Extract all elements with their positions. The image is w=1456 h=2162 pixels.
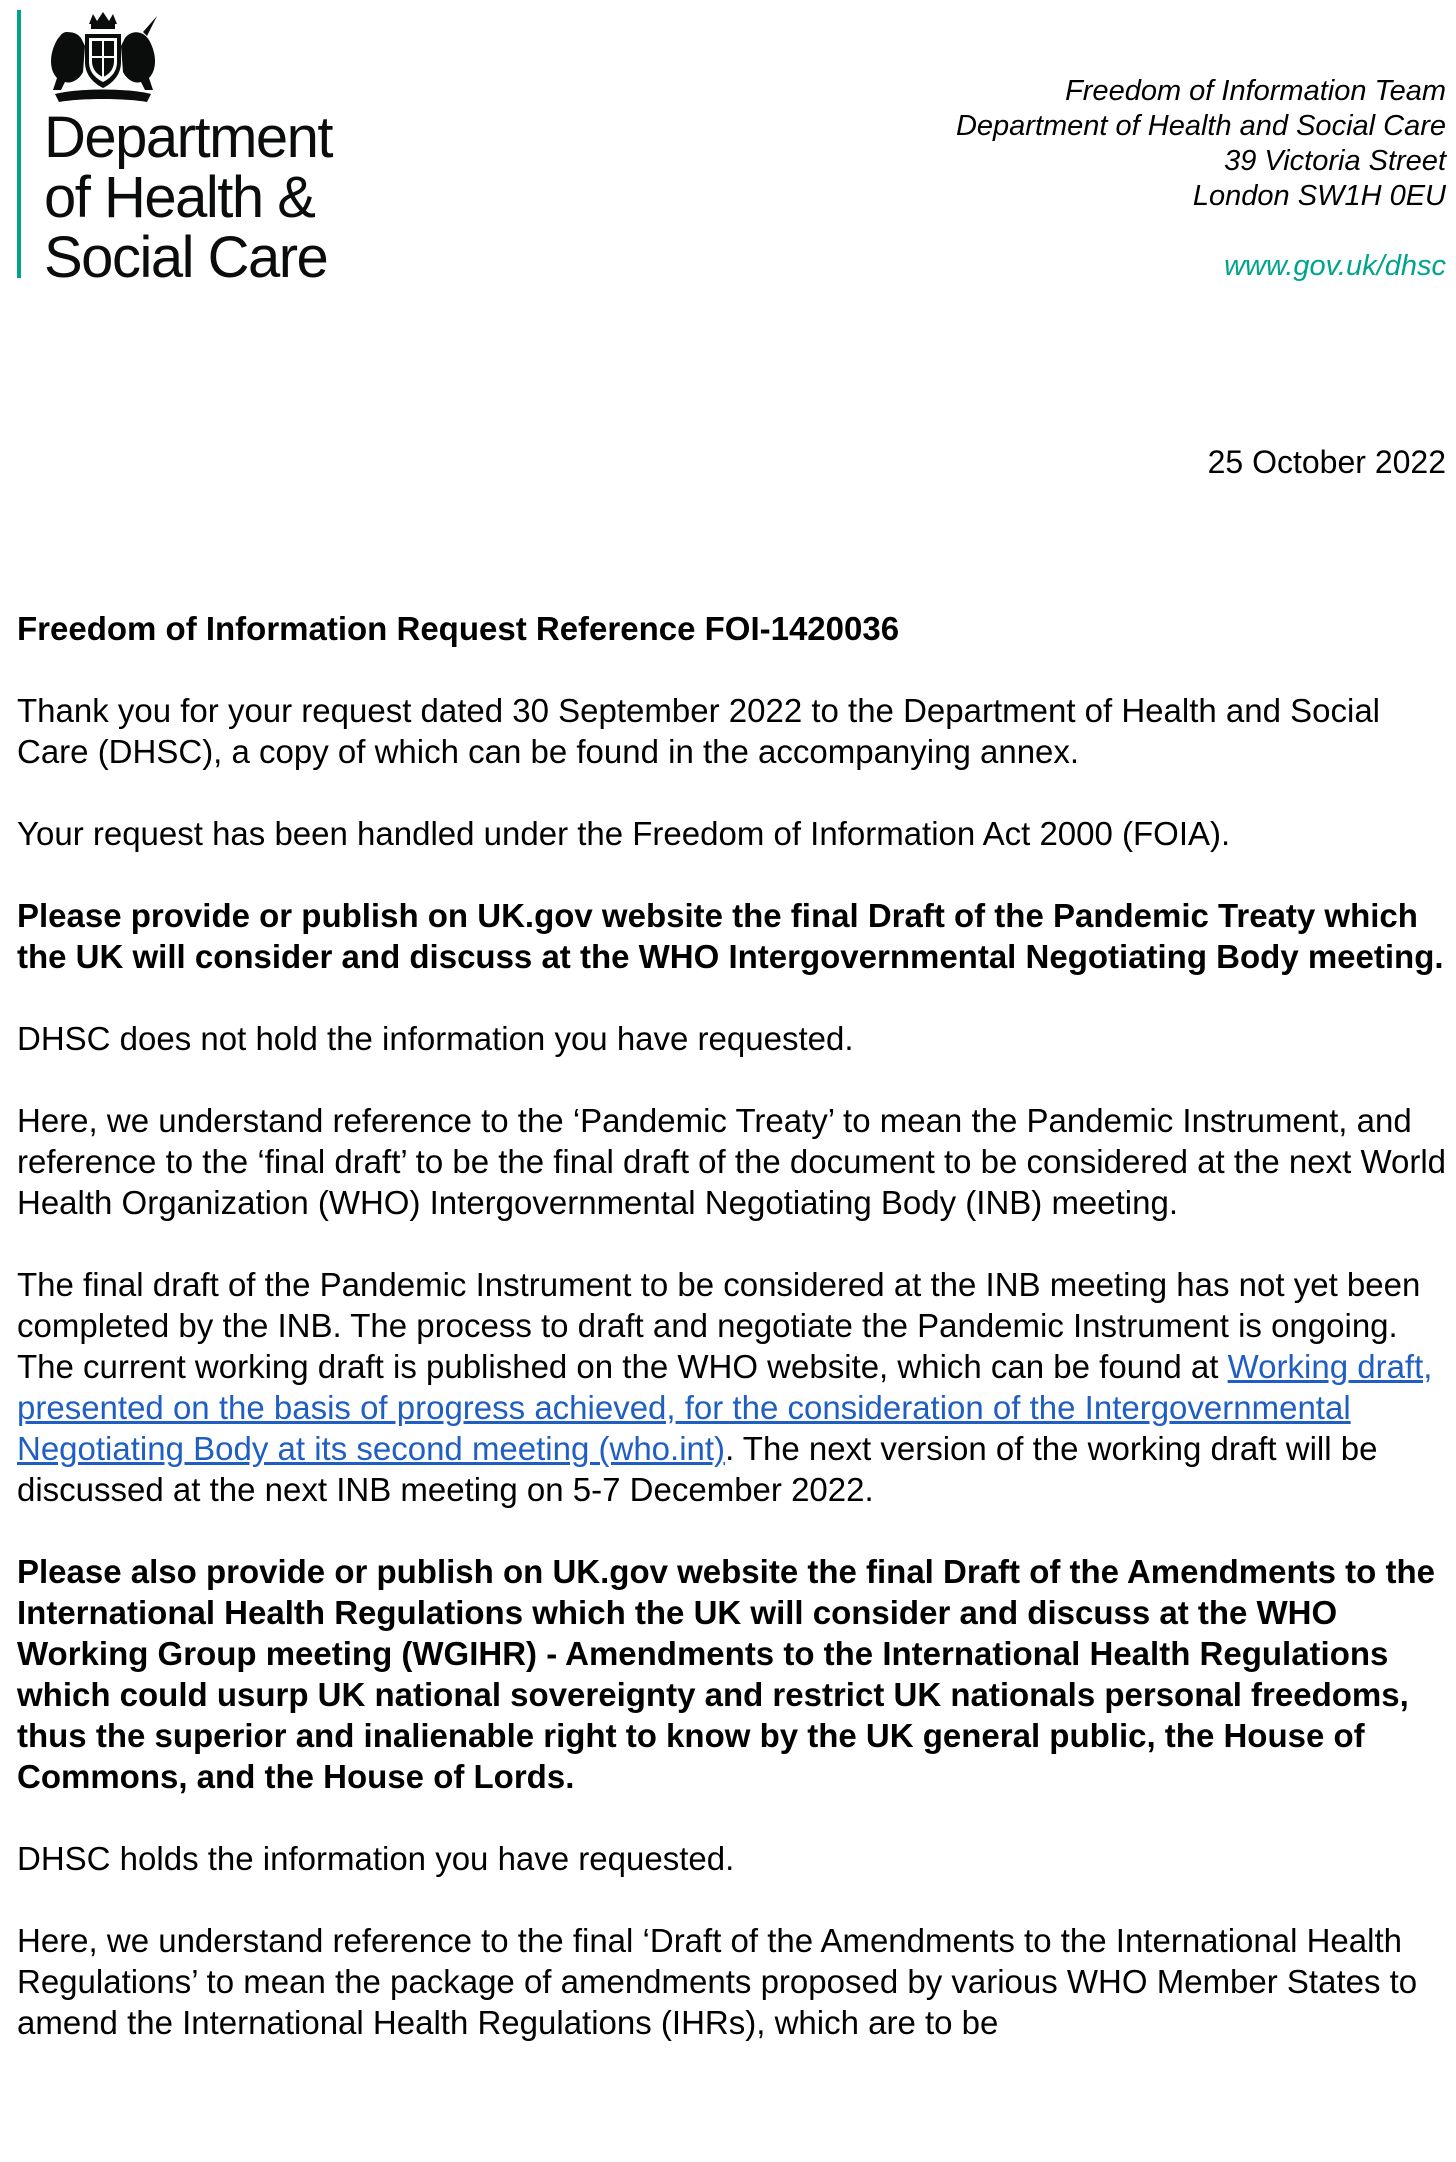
request-question-1: Please provide or publish on UK.gov website the final Draft of the Pandemic Treaty which the UK will consider and discuss at the WHO Intergovernmental Negotiating Body meeting. [17,897,1444,975]
logo-wordmark [44,105,333,290]
paragraph-held: DHSC holds the information you have requested. [17,1840,735,1877]
paragraph-not-held: DHSC does not hold the information you have requested. [17,1020,854,1057]
website-link[interactable]: www.gov.uk/dhsc [1224,250,1446,282]
royal-coat-of-arms-icon [39,10,167,106]
request-reference-heading: Freedom of Information Request Reference FOI-1420036 [17,610,900,647]
logo-line-department: Department [44,105,333,170]
sender-address [956,74,1446,284]
address-street: 39 Victoria Street [1224,145,1446,177]
paragraph-ihr-amendments: Here, we understand reference to the final ‘Draft of the Amendments to the International Health Regulations’ to mean the package of amendments proposed by various WHO Member States to amend the International Health Regulations (IHRs), which are to be [17,1922,1418,2041]
who-working-draft-link[interactable]: Working draft, presented on the basis of progress achieved, for the consideration of the Intergovernmental Negotiating Body at its second meeting (who.int) [17,1348,1433,1467]
working-draft-text-before: The final draft of the Pandemic Instrument to be considered at the INB meeting has not yet been completed by the INB. The process to draft and negotiate the Pandemic Instrument is ongoing. The current working draft is published on the WHO website, which can be found at [17,1266,1421,1385]
address-city: London SW1H 0EU [1192,180,1446,212]
paragraph-pandemic-instrument: Here, we understand reference to the ‘Pandemic Treaty’ to mean the Pandemic Instrument, and reference to the ‘final draft’ to be the final draft of the document to be considered at the next World Health Organization (WHO) Intergovernmental Negotiating Body (INB) meeting. [17,1102,1447,1221]
address-team: Freedom of Information Team [1065,75,1446,107]
logo-line-social-care: Social Care [44,225,328,290]
dhsc-logo [17,10,347,290]
logo-accent-bar [17,10,21,278]
paragraph-foia: Your request has been handled under the Freedom of Information Act 2000 (FOIA). [17,815,1231,852]
address-department: Department of Health and Social Care [955,110,1446,142]
letter-body [17,608,1447,2084]
working-draft-text-after: . The next version of the working draft will be discussed at the next INB meeting on 5-7 December 2022. [17,1430,1378,1508]
paragraph-working-draft [17,1264,1447,1510]
letter-date: 25 October 2022 [1207,444,1446,480]
paragraph-thanks: Thank you for your request dated 30 September 2022 to the Department of Health and Social Care (DHSC), a copy of which can be found in the accompanying annex. [17,692,1381,770]
request-question-2: Please also provide or publish on UK.gov website the final Draft of the Amendments to the International Health Regulations which the UK will consider and discuss at the WHO Working Group meeting (WGIHR) - Amendments to the International Health Regulations which could usurp UK national sovereignty and restrict UK nationals personal freedoms, thus the superior and inalienable right to know by the UK general public, the House of Commons, and the House of Lords. [17,1553,1435,1795]
logo-line-health: of Health & [44,165,315,230]
